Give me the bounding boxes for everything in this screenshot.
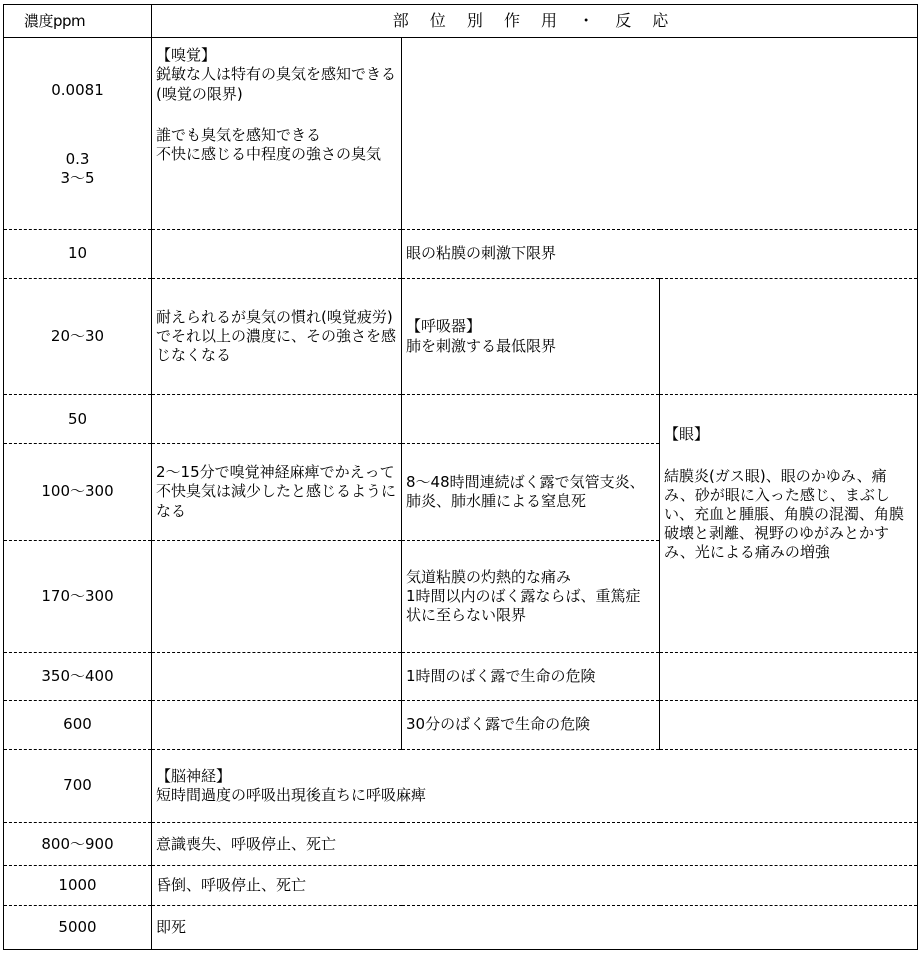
ppm-value: 0.0081 [51,81,104,100]
empty-cell [402,395,660,443]
header-row [4,5,918,38]
empty-cell [152,701,402,749]
ppm-cell: 5000 [4,905,152,949]
table-row [4,905,918,949]
empty-cell [152,653,402,701]
ppm-cell: 170〜300 [4,541,152,653]
hydrogen-sulfide-effects-table [3,4,918,950]
ppm-cell: 700 [4,749,152,822]
empty-cell [152,541,402,653]
table-row [4,823,918,866]
ppm-cell: 800〜900 [4,823,152,866]
eye-effects-text: 結膜炎(ガス眼)、眼のかゆみ、痛み、砂が眼に入った感じ、まぶしい、充血と腫脹、角膜の混濁、角膜破壊と剥離、視野のゆがみとかすみ、光による痛みの増強 [664,466,905,562]
respiratory-cell: 8〜48時間連続ばく露で気管支炎、肺炎、肺水腫による窒息死 [402,443,660,541]
table-row [4,230,918,278]
ppm-cell [4,38,152,230]
respiratory-cell: 1時間のばく露で生命の危険 [402,653,660,701]
empty-cell [660,278,918,395]
ppm-column-header: 濃度ppm [4,5,152,38]
table-row [4,395,918,443]
ppm-cell: 600 [4,701,152,749]
olfactory-threshold-text: 【嗅覚】 鋭敏な人は特有の臭気を感知できる(嗅覚の限界) [156,46,397,103]
ppm-cell: 1000 [4,866,152,905]
empty-cell [402,38,918,230]
table-row [4,749,918,822]
respiratory-cell: 30分のばく露で生命の危険 [402,701,660,749]
effect-cell: 【脳神経】 短時間過度の呼吸出現後直ちに呼吸麻痺 [152,749,918,822]
eye-title: 【眼】 [664,425,710,444]
eye-effects-cell [660,395,918,653]
respiratory-cell: 気道粘膜の灼熱的な痛み 1時間以内のばく露ならば、重篤症状に至らない限界 [402,541,660,653]
effect-cell: 眼の粘膜の刺激下限界 [402,230,918,278]
olfactory-detect-text: 誰でも臭気を感知できる 不快に感じる中程度の強さの臭気 [156,125,382,163]
effects-column-header: 部 位 別 作 用 ・ 反 応 [152,5,918,38]
table-row [4,653,918,701]
empty-cell [660,701,918,749]
effect-cell: 意識喪失、呼吸停止、死亡 [152,823,918,866]
ppm-cell: 100〜300 [4,443,152,541]
effect-cell: 昏倒、呼吸停止、死亡 [152,866,918,905]
empty-cell [660,653,918,701]
effect-cell: 即死 [152,905,918,949]
table-row [4,278,918,395]
olfactory-cell: 2〜15分で嗅覚神経麻痺でかえって不快臭気は減少したと感じるようになる [152,443,402,541]
table-row [4,38,918,230]
ppm-cell: 20〜30 [4,278,152,395]
olfactory-cell: 耐えられるが臭気の慣れ(嗅覚疲労)でそれ以上の濃度に、その強さを感じなくなる [152,278,402,395]
ppm-cell: 350〜400 [4,653,152,701]
table-row [4,866,918,905]
ppm-cell: 10 [4,230,152,278]
empty-cell [152,395,402,443]
ppm-cell: 50 [4,395,152,443]
olfactory-cell [152,38,402,230]
empty-cell [152,230,402,278]
respiratory-cell: 【呼吸器】 肺を刺激する最低限界 [402,278,660,395]
ppm-value: 0.3 3〜5 [60,150,95,188]
table-row [4,701,918,749]
